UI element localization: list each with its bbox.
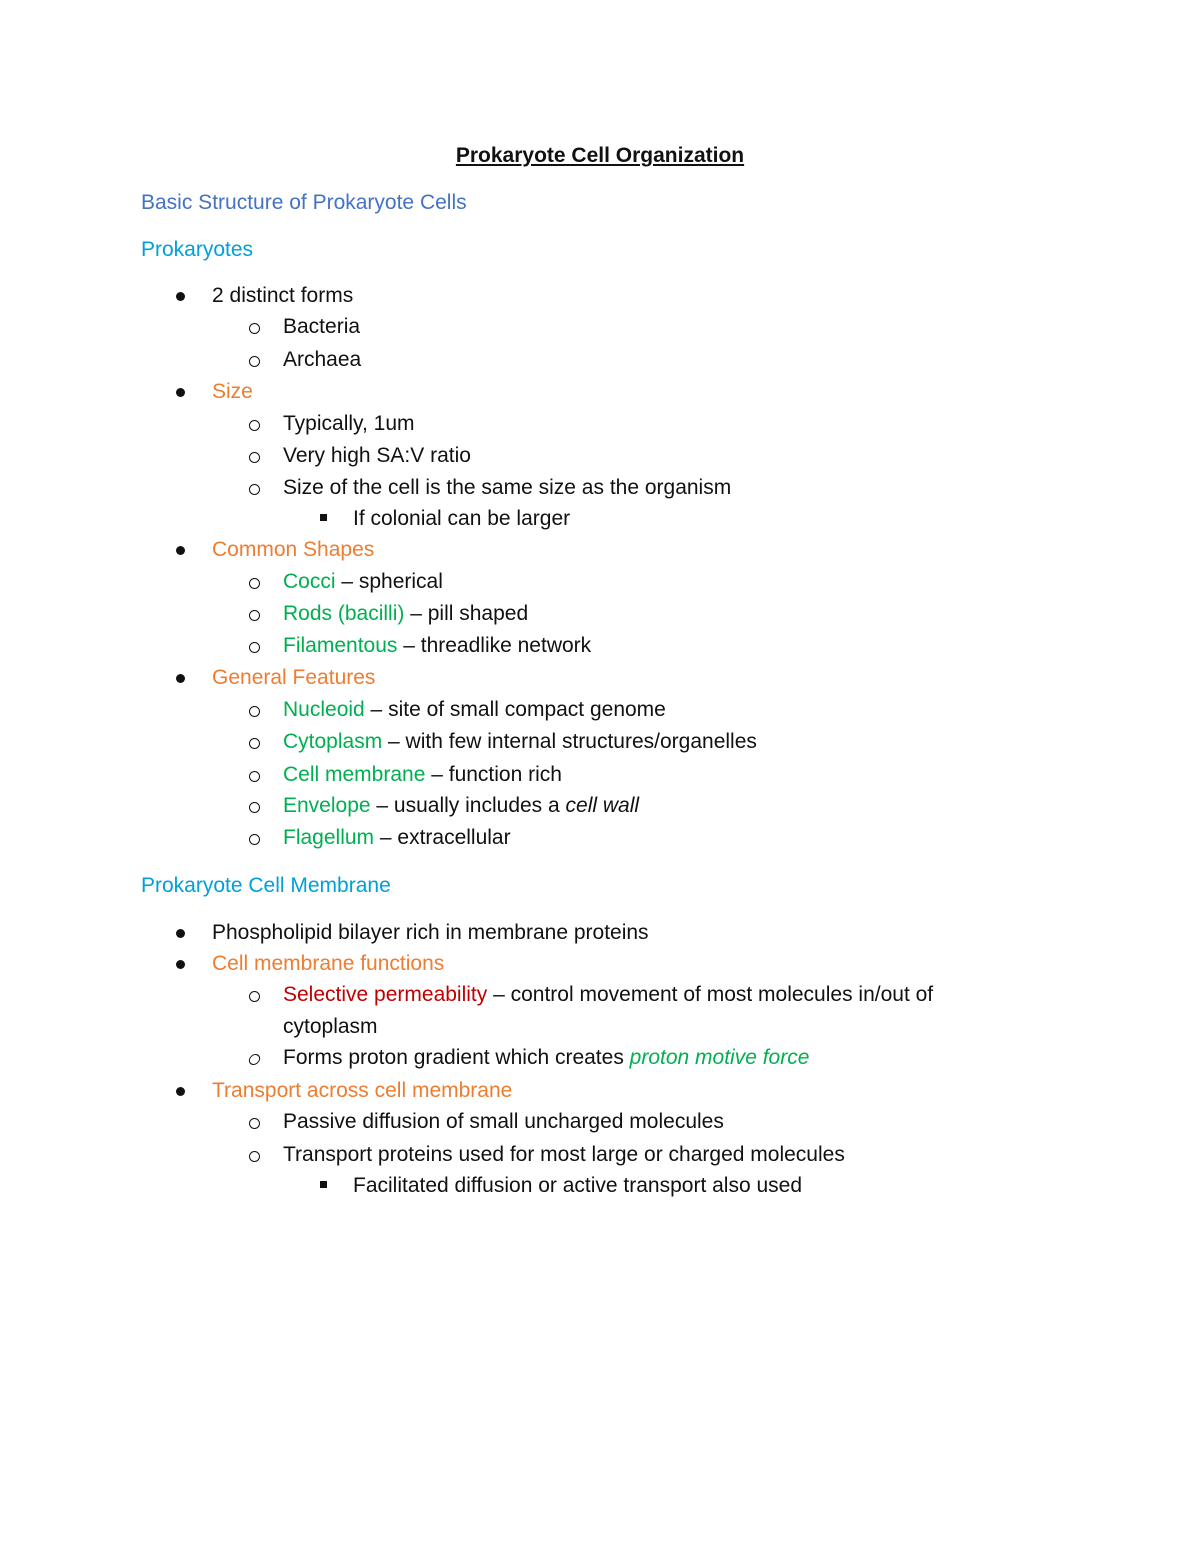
bullet-circle-icon xyxy=(249,1118,260,1129)
desc-proton: Forms proton gradient which creates xyxy=(283,1046,630,1069)
bullet-circle-icon xyxy=(249,802,260,813)
list-item-typically: Typically, 1um xyxy=(283,412,415,435)
term-filamentous: Filamentous xyxy=(283,634,398,657)
heading-cell-membrane: Prokaryote Cell Membrane xyxy=(141,874,391,897)
list-item-membrane-functions: Cell membrane functions xyxy=(212,952,445,975)
bullet-circle-icon xyxy=(249,356,260,367)
term-pmf: proton motive force xyxy=(629,1046,810,1069)
bullet-circle-icon xyxy=(248,1054,261,1065)
bullet-circle-icon xyxy=(249,1151,260,1162)
bullet-dot-icon xyxy=(176,960,185,969)
bullet-circle-icon xyxy=(249,452,260,463)
desc-envelope: – usually includes a xyxy=(370,794,566,817)
list-item-transport-proteins: Transport proteins used for most large or charged molecules xyxy=(283,1143,845,1166)
heading-basic-structure: Basic Structure of Prokaryote Cells xyxy=(141,191,467,214)
list-item-envelope xyxy=(283,793,639,819)
list-item-transport: Transport across cell membrane xyxy=(212,1079,513,1102)
bullet-circle-icon xyxy=(249,834,260,845)
term-envelope: Envelope xyxy=(283,794,371,817)
list-item-rods xyxy=(283,601,528,627)
list-item-proton xyxy=(283,1045,809,1071)
heading-prokaryotes: Prokaryotes xyxy=(141,238,254,261)
desc-nucleoid: – site of small compact genome xyxy=(364,698,666,721)
list-item-cocci xyxy=(283,569,443,595)
list-item-sav: Very high SA:V ratio xyxy=(283,444,471,467)
bullet-circle-icon xyxy=(249,771,260,782)
bullet-circle-icon xyxy=(249,420,260,431)
desc-cytoplasm: – with few internal structures/organelles xyxy=(382,730,757,753)
desc-flagellum: – extracellular xyxy=(374,826,511,849)
bullet-square-icon xyxy=(320,1181,327,1188)
list-item-passive: Passive diffusion of small uncharged molecules xyxy=(283,1110,724,1133)
bullet-circle-icon xyxy=(249,323,260,334)
list-item-selective xyxy=(283,982,933,1008)
desc-filamentous: – threadlike network xyxy=(397,634,592,657)
term-cytoplasm: Cytoplasm xyxy=(283,730,383,753)
desc-rods: – pill shaped xyxy=(404,602,529,625)
desc-cell-membrane: – function rich xyxy=(425,763,562,786)
desc-selective: – control movement of most molecules in/out of xyxy=(487,983,934,1006)
list-item-archaea: Archaea xyxy=(283,348,362,371)
bullet-circle-icon xyxy=(249,738,260,749)
bullet-circle-icon xyxy=(249,484,260,495)
term-cocci: Cocci xyxy=(283,570,336,593)
bullet-circle-icon xyxy=(249,706,260,717)
list-item-colonial: If colonial can be larger xyxy=(353,507,571,530)
bullet-square-icon xyxy=(320,514,327,521)
list-item-size: Size xyxy=(212,380,253,403)
desc-cocci: – spherical xyxy=(335,570,443,593)
list-item-filamentous xyxy=(283,633,591,659)
list-item-facilitated: Facilitated diffusion or active transport also used xyxy=(353,1174,803,1197)
bullet-dot-icon xyxy=(176,292,185,301)
list-item-nucleoid xyxy=(283,697,666,723)
list-item-bacteria: Bacteria xyxy=(283,315,361,338)
term-rods: Rods (bacilli) xyxy=(283,602,405,625)
term-nucleoid: Nucleoid xyxy=(283,698,365,721)
bullet-circle-icon xyxy=(249,578,260,589)
bullet-circle-icon xyxy=(249,610,260,621)
list-item-cytoplasm xyxy=(283,729,757,755)
bullet-circle-icon xyxy=(249,991,260,1002)
bullet-dot-icon xyxy=(176,546,185,555)
bullet-circle-icon xyxy=(249,642,260,653)
bullet-dot-icon xyxy=(176,674,185,683)
list-item-shapes: Common Shapes xyxy=(212,538,375,561)
term-selective: Selective permeability xyxy=(283,983,488,1006)
bullet-dot-icon xyxy=(176,1087,185,1096)
bullet-dot-icon xyxy=(176,388,185,397)
page-title: Prokaryote Cell Organization xyxy=(455,144,745,167)
term-flagellum: Flagellum xyxy=(283,826,375,849)
list-item-features: General Features xyxy=(212,666,376,689)
list-item-forms: 2 distinct forms xyxy=(212,284,354,307)
list-item-size-same: Size of the cell is the same size as the organism xyxy=(283,476,732,499)
term-cell-wall: cell wall xyxy=(565,794,640,817)
list-item-flagellum xyxy=(283,825,511,851)
bullet-dot-icon xyxy=(176,929,185,938)
list-item-phospholipid: Phospholipid bilayer rich in membrane proteins xyxy=(212,921,649,944)
term-cell-membrane: Cell membrane xyxy=(283,763,426,786)
list-item-selective-cont: cytoplasm xyxy=(283,1015,378,1038)
list-item-cell-membrane xyxy=(283,762,562,788)
